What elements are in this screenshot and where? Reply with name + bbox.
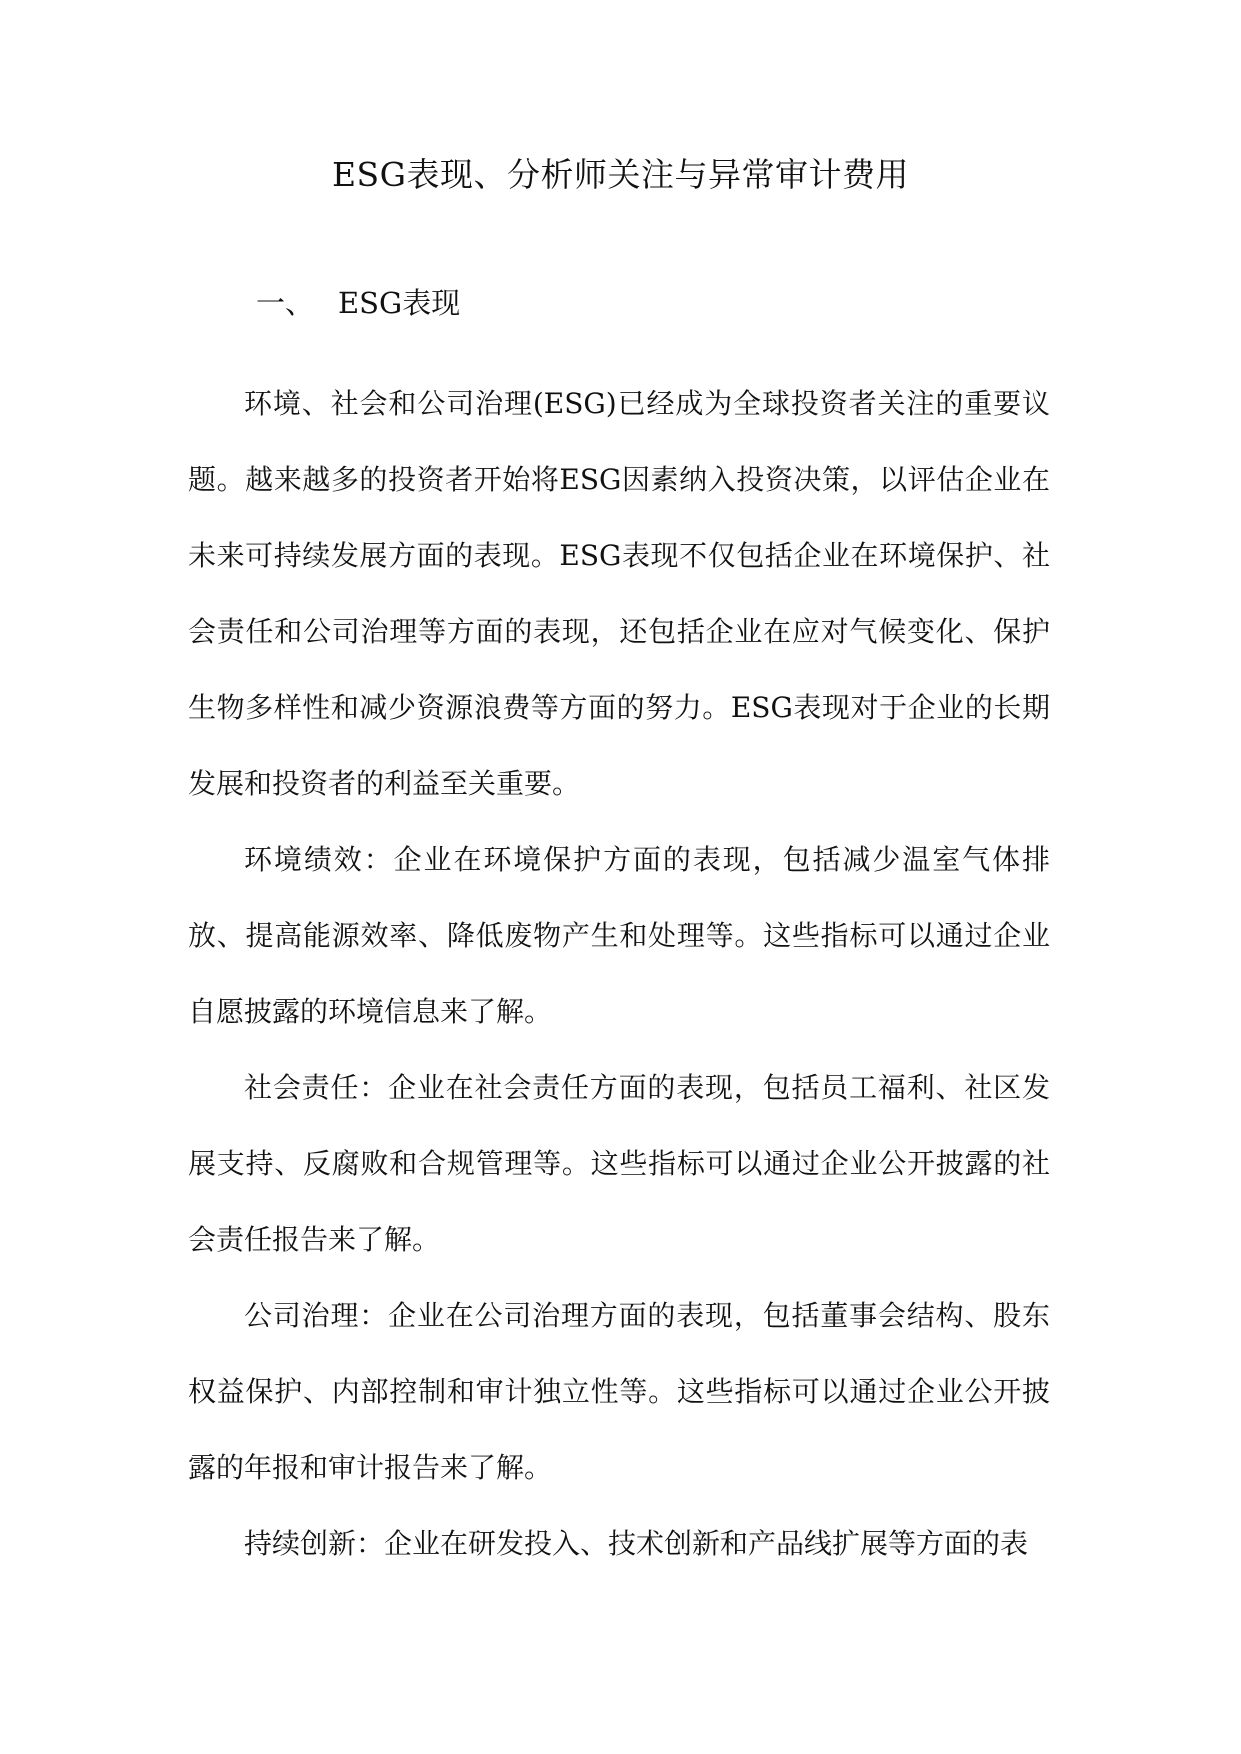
paragraph-environmental-performance: 环境绩效：企业在环境保护方面的表现，包括减少温室气体排放、提高能源效率、降低废物产生和处理等。这些指标可以通过企业自愿披露的环境信息来了解。 <box>188 843 1050 1028</box>
paragraph-social-responsibility: 社会责任：企业在社会责任方面的表现，包括员工福利、社区发展支持、反腐败和合规管理等。这些指标可以通过企业公开披露的社会责任报告来了解。 <box>188 1071 1050 1256</box>
section-number: 一、 <box>256 286 315 320</box>
paragraph-esg-overview: 环境、社会和公司治理(ESG)已经成为全球投资者关注的重要议题。越来越多的投资者开始将ESG因素纳入投资决策，以评估企业在未来可持续发展方面的表现。ESG表现不仅包括企业在环境保护、社会责任和公司治理等方面的表现，还包括企业在应对气候变化、保护生物多样性和减少资源浪费等方面的努力。ESG表现对于企业的长期发展和投资者的利益至关重要。 <box>188 387 1050 800</box>
paragraph-corporate-governance: 公司治理：企业在公司治理方面的表现，包括董事会结构、股东权益保护、内部控制和审计独立性等。这些指标可以通过企业公开披露的年报和审计报告来了解。 <box>188 1299 1050 1484</box>
body-text <box>188 366 1050 1582</box>
paragraph-continuous-innovation: 持续创新：企业在研发投入、技术创新和产品线扩展等方面的表 <box>244 1527 1029 1560</box>
section-heading <box>256 283 460 323</box>
section-heading-text: ESG表现 <box>338 286 461 320</box>
document-title: ESG表现、分析师关注与异常审计费用 <box>331 155 910 194</box>
